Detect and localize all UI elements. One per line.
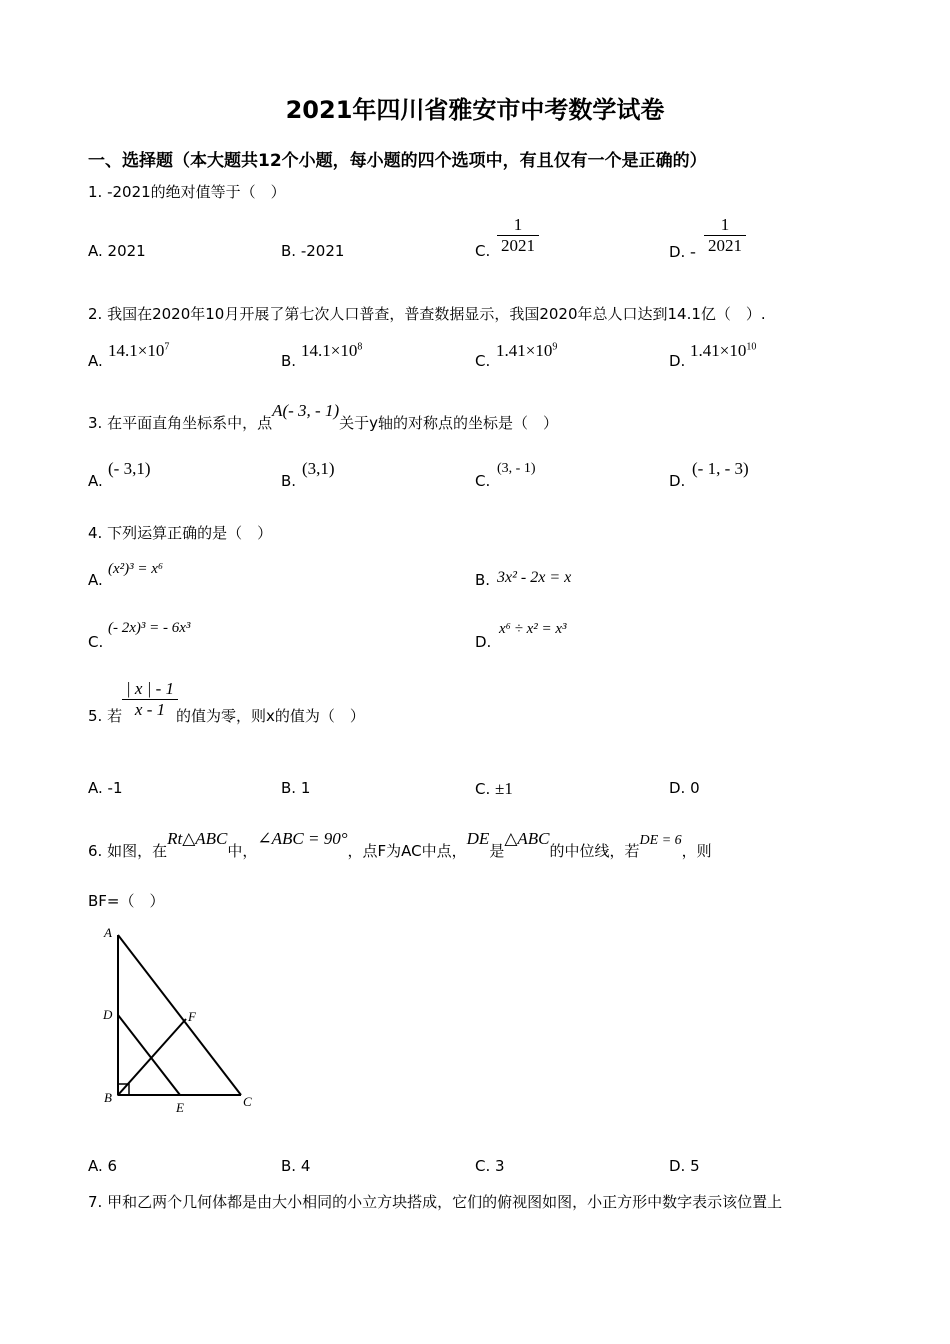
q2-option-d-value: $1.41\times 10^{10}$: [690, 341, 757, 360]
q2-option-a-value: $14.1\times 10^7$: [108, 341, 170, 360]
fraction-denominator: x - 1: [122, 699, 178, 720]
q3-option-a-value: (- 3,1): [108, 459, 151, 478]
q1-option-b: B. -2021: [281, 242, 345, 260]
q4-option-b: B.: [475, 571, 491, 589]
q3-option-d: D.: [669, 472, 686, 490]
section-heading: 一、选择题（本大题共12个小题，每小题的四个选项中，有且仅有一个是正确的）: [88, 151, 707, 171]
fraction-numerator: 1: [513, 215, 523, 234]
fraction-numerator: 1: [720, 215, 730, 234]
question-5-stem-pre: 5. 若: [88, 707, 123, 725]
q1-option-c-label: C.: [475, 242, 491, 260]
question-5-stem-post: 的值为零，则x的值为（ ）: [176, 707, 365, 725]
question-1-stem: 1. -2021的绝对值等于（ ）: [88, 183, 286, 201]
q1-option-c-fraction: [497, 215, 539, 256]
q5-option-a: A. -1: [88, 779, 123, 797]
label-f: F: [188, 1009, 196, 1024]
label-c: C: [243, 1094, 252, 1109]
q2-option-c: C.: [475, 352, 491, 370]
q1-option-d-label: D.: [669, 243, 686, 261]
q3-option-c-value: (3, - 1): [497, 461, 536, 476]
q2-option-a: A.: [88, 352, 103, 370]
page-title: 2021年四川省雅安市中考数学试卷: [285, 96, 665, 124]
q3-option-c: C.: [475, 472, 491, 490]
q3-option-b: B.: [281, 472, 297, 490]
q5-option-d: D. 0: [669, 779, 700, 797]
q4-option-c-value: (- 2x)³ = - 6x³: [108, 620, 191, 636]
rt-triangle-abc: Rt△ABC: [167, 829, 228, 848]
q4-option-d: D.: [475, 633, 492, 651]
q5-fraction: [122, 679, 178, 720]
q2-option-b-value: $14.1\times 10^8$: [301, 341, 363, 360]
q6-option-d: D. 5: [669, 1157, 700, 1175]
point-a: A(- 3, - 1): [272, 401, 340, 420]
triangle-abc: △ABC: [504, 829, 550, 848]
triangle-figure: [98, 925, 268, 1120]
question-6-line2: BF=（ ）: [88, 892, 165, 910]
q4-option-a: A.: [88, 571, 103, 589]
question-3-stem: 3. 在平面直角坐标系中，点A(- 3, - 1)关于y轴的对称点的坐标是（ ）: [88, 401, 559, 432]
q1-option-c: [475, 242, 490, 260]
q5-option-c: C. ±1: [475, 779, 513, 798]
label-a: A: [104, 925, 112, 940]
segment-de: DE: [466, 829, 490, 848]
q3-option-b-value: (3,1): [302, 459, 335, 478]
angle-abc: ∠ABC = 90°: [257, 829, 348, 848]
de-equals-6: DE = 6: [639, 833, 682, 848]
question-2-stem: 2. 我国在2020年10月开展了第七次人口普查，普查数据显示，我国2020年总人口达到14.1亿（ ）.: [88, 305, 766, 323]
q1-option-d: [669, 242, 696, 262]
q4-option-d-value: x⁶ ÷ x² = x³: [499, 621, 567, 637]
label-b: B: [104, 1090, 112, 1105]
label-e: E: [176, 1100, 184, 1115]
fraction-denominator: 2021: [704, 235, 746, 256]
q1-option-d-fraction: [704, 215, 746, 256]
q2-option-b: B.: [281, 352, 297, 370]
minus-sign: -: [690, 242, 696, 261]
fraction-numerator: | x | - 1: [126, 679, 175, 698]
q4-option-b-value: 3x² - 2x = x: [497, 569, 572, 586]
plus-minus-one: ±1: [495, 779, 513, 798]
q4-option-c: C.: [88, 633, 104, 651]
segment-ac: [118, 935, 241, 1095]
q3-option-d-value: (- 1, - 3): [692, 459, 749, 478]
question-6-stem: 6. 如图，在Rt△ABC中，∠ABC = 90°，点F为AC中点，DE是△ABC的中位线，若DE = 6，则: [88, 829, 712, 860]
segment-de: [118, 1015, 180, 1095]
q2-option-c-value: $1.41\times 10^9$: [496, 341, 558, 360]
label-d: D: [103, 1007, 113, 1022]
q1-option-a: A. 2021: [88, 242, 146, 260]
q6-option-b: B. 4: [281, 1157, 311, 1175]
q2-option-d: D.: [669, 352, 686, 370]
question-7-stem: 7. 甲和乙两个几何体都是由大小相同的小立方块搭成，它们的俯视图如图，小正方形中数字表示该位置上: [88, 1193, 783, 1211]
question-4-stem: 4. 下列运算正确的是（ ）: [88, 524, 273, 542]
fraction-denominator: 2021: [497, 235, 539, 256]
q6-option-a: A. 6: [88, 1157, 118, 1175]
q5-option-b: B. 1: [281, 779, 311, 797]
q3-option-a: A.: [88, 472, 103, 490]
q6-option-c: C. 3: [475, 1157, 505, 1175]
q4-option-a-value: (x²)³ = x⁶: [108, 561, 164, 577]
